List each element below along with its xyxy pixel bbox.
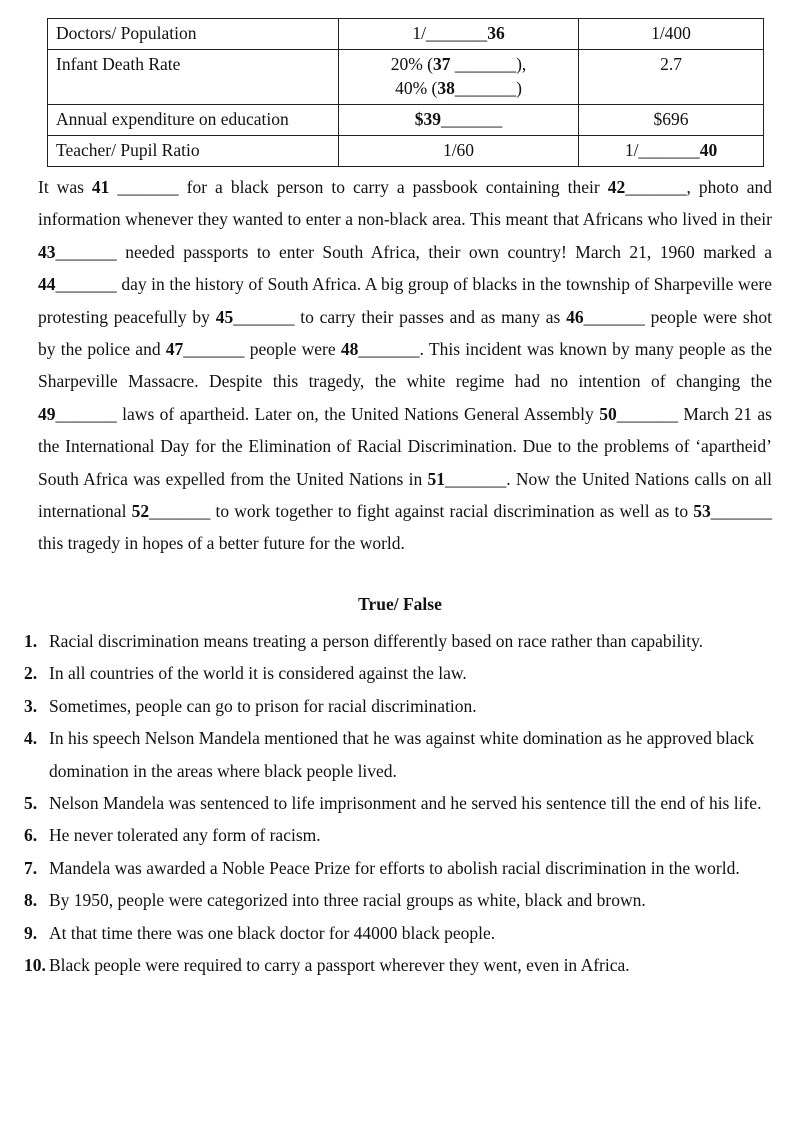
text-fragment: _______ March 21 as the International Day for the Elimination of Racial Discrimination. Due to the problems of ‘apartheid’ South Africa was expelled from the United Nations in: [38, 403, 772, 489]
blank-number: 45: [215, 306, 234, 327]
blank-number: 53: [693, 501, 711, 522]
text-fragment: _______): [454, 78, 522, 98]
text-fragment: _______. Now the United Nations calls on all international: [38, 468, 772, 522]
text-fragment: _______, photo and information whenever they wanted to enter a non-black area. This meant that Africans who lived in their: [38, 177, 772, 230]
item-text: He never tolerated any form of racism.: [49, 825, 321, 846]
item-text: In all countries of the world it is considered against the law.: [49, 663, 467, 684]
blank-line: 1/_______: [624, 140, 700, 160]
list-item: [24, 917, 774, 949]
blank-cell: [339, 50, 579, 105]
list-item: [24, 819, 774, 851]
text-fragment: _______ to carry their passes and as many as: [233, 306, 567, 327]
item-number: 8.: [24, 890, 38, 911]
blank-number: 48: [340, 339, 359, 360]
list-item: [24, 657, 774, 689]
blank-line-2: [347, 76, 570, 100]
item-text: Nelson Mandela was sentenced to life imprisonment and he served his sentence till the end of his life.: [49, 793, 762, 814]
list-item: [24, 690, 774, 722]
blank-cell: [339, 105, 579, 136]
list-item: [24, 722, 774, 787]
item-number: 2.: [24, 663, 38, 684]
item-number: 6.: [24, 825, 38, 846]
blank-number: 43: [38, 241, 56, 262]
value-cell: 1/400: [579, 19, 764, 50]
list-item: [24, 884, 774, 916]
list-item: [24, 949, 774, 981]
list-item: [24, 852, 774, 884]
text-fragment: _______ day in the history of South Africa. A big group of blacks in the township of Sharpeville were protesting peacefully by: [38, 274, 772, 327]
text-fragment: _______),: [450, 54, 527, 74]
blank-number: 50: [599, 403, 617, 424]
item-text: Black people were required to carry a passport wherever they went, even in Africa.: [49, 955, 630, 976]
list-item: [24, 625, 774, 657]
item-number: 9.: [24, 922, 38, 943]
item-number: 3.: [24, 695, 38, 716]
item-text: Sometimes, people can go to prison for racial discrimination.: [49, 695, 477, 716]
value-cell: $696: [579, 105, 764, 136]
blank-number: 40: [699, 140, 718, 160]
blank-cell: [579, 136, 764, 167]
item-text: Mandela was awarded a Noble Peace Prize for efforts to abolish racial discrimination in the world.: [49, 857, 740, 878]
blank-line: 1/_______: [412, 23, 488, 43]
blank-number: 49: [38, 403, 56, 424]
blank-number: 46: [566, 306, 584, 327]
text-fragment: _______ to work together to fight against racial discrimination as well as to: [149, 501, 694, 522]
blank-number: 41: [91, 177, 110, 197]
blank-line-1: [347, 52, 570, 76]
item-text: At that time there was one black doctor for 44000 black people.: [49, 922, 496, 943]
blank-number: 37: [432, 54, 451, 74]
table-row: [48, 50, 764, 105]
table-row: [48, 19, 764, 50]
text-fragment: _______ for a black person to carry a passbook containing their: [109, 177, 608, 197]
text-fragment: _______ needed passports to enter South Africa, their own country! March 21, 1960 marked a: [55, 241, 772, 262]
blank-number: 42: [607, 177, 626, 197]
text-fragment: _______. This incident was known by many people as the Sharpeville Massacre. Despite this tragedy, the white regime had no intention of changing the: [38, 339, 772, 392]
item-number: 10.: [24, 955, 46, 976]
text-fragment: _______ people were shot by the police and: [38, 306, 772, 360]
blank-number: 39: [423, 109, 441, 129]
blank-number: 52: [131, 501, 150, 522]
item-text: In his speech Nelson Mandela mentioned that he was against white domination as he approved black domination in the areas where black people lived.: [49, 728, 755, 781]
blank-line: _______: [441, 109, 503, 129]
item-number: 4.: [24, 728, 38, 749]
text-fragment: $: [414, 109, 424, 129]
item-number: 5.: [24, 793, 38, 814]
item-number: 1.: [24, 631, 38, 651]
blank-number: 36: [487, 23, 505, 43]
cloze-passage: [38, 171, 772, 560]
item-text: Racial discrimination means treating a person differently based on race rather than capability.: [49, 631, 704, 651]
statistics-table: [47, 18, 764, 167]
blank-cell: [339, 19, 579, 50]
section-title: True/ False: [358, 594, 442, 614]
text-fragment: 40% (: [395, 78, 438, 98]
text-fragment: _______ laws of apartheid. Later on, the United Nations General Assembly: [55, 403, 600, 424]
text-fragment: _______ this tragedy in hopes of a better future for the world.: [38, 501, 772, 554]
text-fragment: 20% (: [390, 54, 433, 74]
true-false-list: [24, 625, 774, 981]
blank-number: 51: [427, 468, 445, 489]
value-cell: 1/60: [339, 136, 579, 167]
row-label: Doctors/ Population: [48, 19, 339, 50]
blank-number: 38: [437, 78, 455, 98]
item-text: By 1950, people were categorized into three racial groups as white, black and brown.: [49, 890, 646, 911]
row-label: Teacher/ Pupil Ratio: [48, 136, 339, 167]
text-fragment: It was: [38, 177, 92, 197]
row-label: Annual expenditure on education: [48, 105, 339, 136]
blank-number: 47: [165, 339, 184, 360]
text-fragment: _______ people were: [183, 339, 341, 360]
table-row: [48, 105, 764, 136]
item-number: 7.: [24, 857, 38, 878]
row-label: Infant Death Rate: [48, 50, 339, 105]
value-cell: 2.7: [579, 50, 764, 105]
list-item: [24, 787, 774, 819]
blank-number: 44: [38, 274, 56, 295]
table-row: [48, 136, 764, 167]
